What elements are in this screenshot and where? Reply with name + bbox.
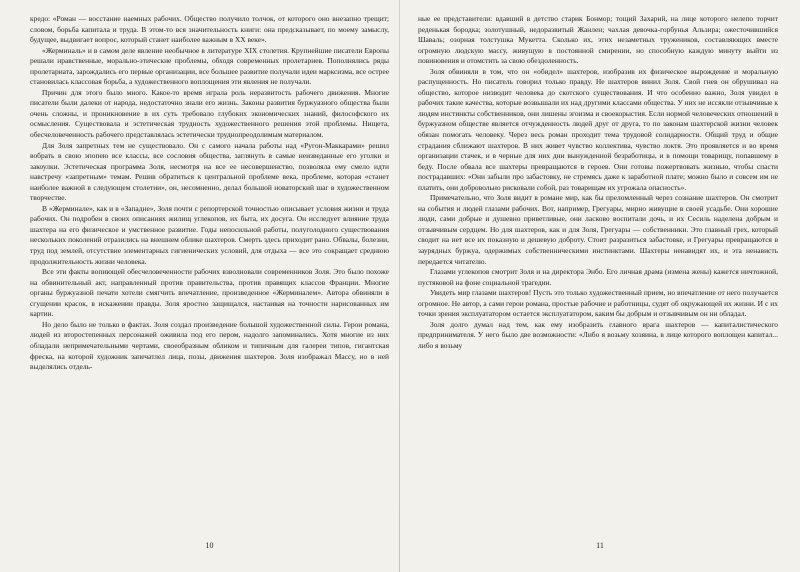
paragraph: Глазами углекопов смотрит Золя и на директора Энбо. Его личная драма (измена жены) кажется ничтожной, пустяковой на фоне социальной трагедии. [418,267,778,287]
page-number: 10 [205,541,214,550]
paragraph: В «Жерминале», как и в «Западне», Золя почти с репортерской точностью описывает условия жизни и труда рабочих. Он подробен в своих описаниях жилищ углекопов, их быта, их досуга. Он исследует влияние труда шахтера на его физическое и умственное развитие. Годы непосильной работы, полуголодного существования нескольких поколений отразились на внешнем облике шахтеров. Смерть здесь приходит рано. Обвалы, болезни, труд под землей, отсутствие элементарных гигиенических условий, для отдыха — все это сокращает среднюю продолжительность жизни человека. [30,203,389,266]
paragraph: Для Золя запретных тем не существовало. Он с самого начала работы над «Ругон-Маккарами» решил вобрать в свою эпопею все классы, все сословия общества, заглянуть в самые неизведанные его уголки и закоулки. Эстетическая программа Золя, несмотря на все ее несовершенство, позволяла ему смело идти навстречу «запретным» темам. Решив обратиться к центральной проблеме века, проблеме, которая «станет наиболее важной в следующем столетии», он, несомненно, делал большой новаторский шаг в художественном творчестве. [30,140,389,203]
left-page-text [30,14,389,373]
paragraph: «Жерминаль» и в самом деле явление необычное в литературе XIX столетия. Крупнейшие писатели Европы решали нравственные, морально-этические проблемы, обходя современных пролетариев. Пополнялись ряды пролетариата, зарождались его первые организации, все большее развитие получали идеи марксизма, все острее становилась классовая борьба, а художественного воплощения эти явления не получали. [30,45,389,87]
paragraph: Золя долго думал над тем, как ему изобразить главного врага шахтеров — капиталистического предпринимателя. У него было две возможности: «Либо я возьму хозяина, в лице которого воплощен капитал... либо я возьму [418,319,778,350]
paragraph: Но дело было не только в фактах. Золя создал произведение большой художественной силы. Герои романа, людей из второстепенных персонажей оживила под его пером, надолго запоминались. Хотя многие из них обладали непримечательными чертами, своеобразным обликом и типичным для галереи типов, гигантская фреска, на которой художник запечатлел лица, позы, движения шахтеров. Золя изображал Массу, но в ней выделялись отдель- [30,319,389,372]
paragraph: кредо: «Роман — восстание наемных рабочих. Общество получило толчок, от которого оно внезапно трещит; словом, борьба капитала и труда. В этом-то вся значительность книги: она предсказывает, по моему замыслу, будущее, выдвигает вопрос, который станет наиболее важным в XX веке». [30,14,389,45]
paragraph: Увидеть мир глазами шахтеров! Пусть это только художественный прием, но впечатление от него получается огромное. Не автор, а сами герои романа, простые рабочие и работницы, судят об окружающей их жизни. И с их точки зрения эксплуататором остается эксплуататором, каким бы добрым и отзывчивым он ни обладал. [418,288,778,319]
paragraph: Золя обвиняли в том, что он «обидел» шахтеров, изобразив их физическое вырождение и моральную распущенность. Но писатель говорил только правду. Не шахтеров винил Золя. Свой гнев он обрушивал на общество, которое низводит человека до скотского существования. И что особенно важно, Золя увидел в рабочих такие качества, которые возвышали их над другими классами общества. У них не иссякли отзывчивые к людям инстинкты собственников, они лишены эгоизма и своекорыстия. Если нормой человеческих отношений в буржуазном обществе является отчужденность людей друг от друга, то по законам шахтерской жизни человек обязан помогать человеку. Через весь роман проходит тема трудовой солидарности. Общий труд и общие страдания сближают шахтеров. В них живет чувство коллектива, чувство локтя. Это проявляется и во время организации стачек, и в черные для них дни вынужденной безработицы, и в помощи товарищу, попавшему в беду. После обвала все шахтеры превращаются в героев. Они готовы пожертвовать жизнью, чтобы спасти пострадавших: «Они забыли про забастовку, не стремясь даже к заработной плате; можно было и совсем им не платить, они добровольно рисковали собой, раз товарищам их угрожала опасность». [418,66,778,192]
paragraph: Примечательно, что Золя видит в романе мир, как бы преломленный через сознание шахтеров. Он смотрит на события и людей глазами рабочих. Вот, например, Грегуары, мирно живущие в своей усадьбе. Они хорошие люди, сами добрые и душевно приветливые, они ласково воспитали дочь, и их Сесиль наделена добрым и отзывчивым сердцем. Но для шахтеров, как и для Золя, Грегуары — собственники. Это главный грех, который сводит на нет все их показную и дешевую доброту. Стоит разразиться забастовке, и Грегуары превращаются в заурядных буржуа, одержимых собственническими инстинктами. Шахтеры ненавидят их, и эта ненависть передается читателю. [418,193,778,266]
right-page-text [418,14,778,352]
page-number: 11 [596,541,604,550]
paragraph: Причин для этого было много. Какое-то время играла роль неразвитость рабочего движения. Многие писатели были далеки от народа, недостаточно знали его жизнь. Законы развития буржуазного общества были очень сложны, и проникновение в их суть требовало глубоких экономических знаний, философского их осмысления. Существовала и эстетическая трудность художественного решения этой проблемы. Нищета, обесчеловеченность рабочего представлялась эстетически труднопреодолимым материалом. [30,87,389,140]
paragraph: Все эти факты вопиющей обесчеловеченности рабочих взволновали современников Золя. Это было похоже на обвинительный акт, направленный против правительства, против правящих классов Франции. Многие органы буржуазной печати хотели смягчить впечатление, произведенное «Жерминалем». Автора обвиняли в сгущении красок, в искажении правды. Золя яростно защищался, настаивая на точности нарисованных им картин. [30,267,389,319]
paragraph: ные ее представители: вдавший в детство старик Бонмор; тощий Захарий, на лице которого нелепо торчит реденькая бородка; золотушный, недоразвитый Жанлен; чахлая девочка-горбунья Альзира; ожесточившийся Шаваль; озорная толстушка Мукетта. Сколько их, этих незаметных тружеников, составляющих вместе огромную людскую массу, живущую в постоянной смирении, но способную каждую минуту выйти из повиновения и отомстить за свою обездоленность. [418,14,778,66]
right-page [400,0,800,572]
